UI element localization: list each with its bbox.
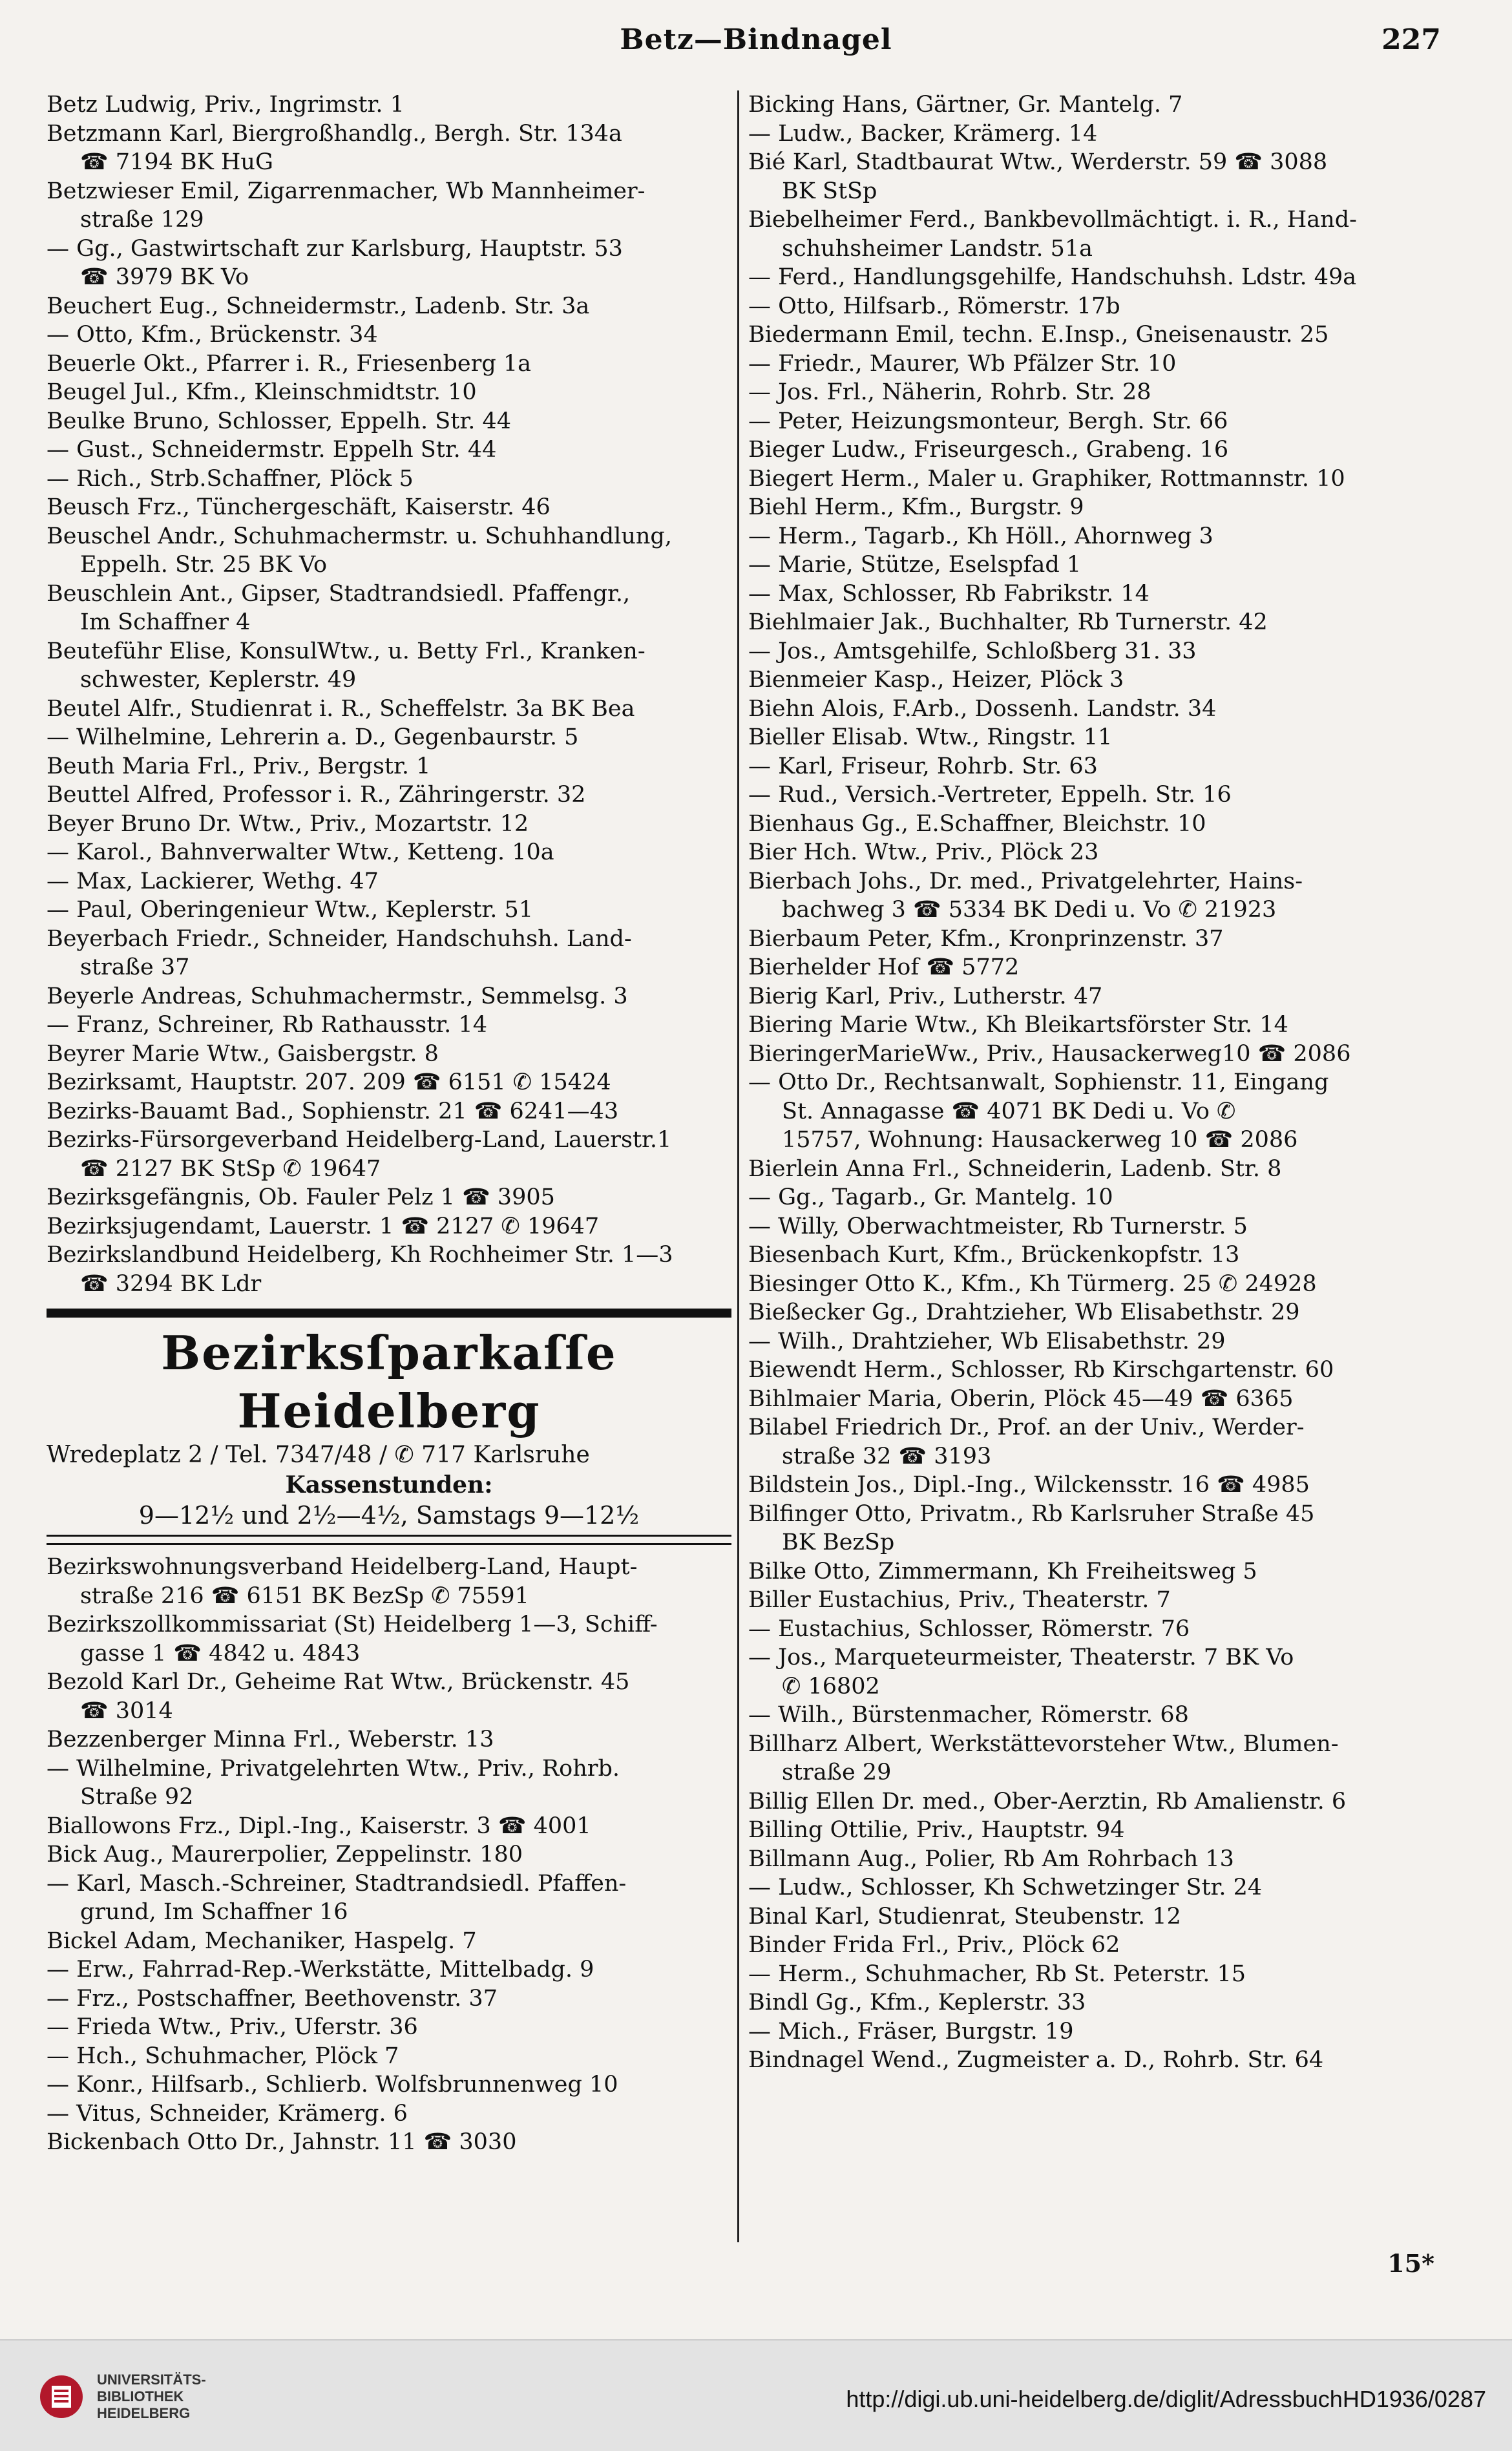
running-head: Betz—Bindnagel [620, 23, 892, 56]
entry-continuation: schuhsheimer Landstr. 51a [782, 235, 1093, 262]
directory-entry [748, 378, 1478, 407]
directory-entry [47, 292, 731, 321]
directory-entry [748, 436, 1478, 465]
entry-continuation: ☎ 3294 BK Ldr [80, 1270, 262, 1297]
entry-continuation: straße 129 [80, 207, 204, 233]
entry-text: Biehl Herm., Kfm., Burgstr. 9 [748, 494, 1084, 520]
entry-text: — Rud., Versich.-Vertreter, Eppelh. Str. 16 [748, 782, 1232, 808]
directory-entry [748, 608, 1478, 637]
entry-continuation: ☎ 3014 [80, 1698, 173, 1724]
entry-text: Beyer Bruno Dr. Wtw., Priv., Mozartstr. 12 [47, 810, 529, 837]
directory-entry [748, 1471, 1478, 1500]
directory-entry [47, 723, 731, 752]
entry-text: Bezirksgefängnis, Ob. Fauler Pelz 1 ☎ 3905 [47, 1184, 555, 1210]
entry-text: Billmann Aug., Polier, Rb Am Rohrbach 13 [748, 1846, 1234, 1872]
directory-entry [47, 465, 731, 494]
entry-text: Biering Marie Wtw., Kh Bleikartsförster Str. 14 [748, 1012, 1288, 1038]
directory-entry [748, 1643, 1478, 1701]
entry-text: — Wilh., Drahtzieher, Wb Elisabethstr. 29 [748, 1328, 1226, 1354]
entry-text: — Franz, Schreiner, Rb Rathausstr. 14 [47, 1012, 487, 1038]
entry-text: Beugel Jul., Kfm., Kleinschmidtstr. 10 [47, 379, 477, 405]
entry-text: — Herm., Tagarb., Kh Höll., Ahornweg 3 [748, 523, 1213, 549]
entry-text: — Ludw., Schlosser, Kh Schwetzinger Str. 24 [748, 1875, 1263, 1900]
entry-continuation: Im Schaffner 4 [80, 609, 251, 635]
entry-text: — Karol., Bahnverwalter Wtw., Ketteng. 10a [47, 839, 554, 865]
directory-entry [47, 2128, 731, 2157]
entry-text: Biehn Alois, F.Arb., Dossenh. Landstr. 34 [748, 695, 1217, 722]
library-name-line-3: HEIDELBERG [97, 2405, 191, 2421]
directory-entry [47, 1610, 731, 1668]
directory-entry [47, 235, 731, 292]
entry-text: — Willy, Oberwachtmeister, Rb Turnerstr. 5 [748, 1213, 1248, 1239]
entry-text: Bezirksamt, Hauptstr. 207. 209 ☎ 6151 ✆ 15424 [47, 1069, 611, 1095]
directory-entry [47, 1241, 731, 1298]
entry-text: — Frieda Wtw., Priv., Uferstr. 36 [47, 2014, 418, 2040]
directory-entry [748, 1155, 1478, 1184]
directory-entry [748, 407, 1478, 436]
entry-continuation: ☎ 3979 BK Vo [80, 264, 249, 290]
directory-entry [748, 1241, 1478, 1270]
entry-text: Bierlein Anna Frl., Schneiderin, Ladenb. Str. 8 [748, 1155, 1282, 1182]
entry-text: Bier Hch. Wtw., Priv., Plöck 23 [748, 839, 1099, 865]
directory-entry [748, 1183, 1478, 1212]
entry-text: — Friedr., Maurer, Wb Pfälzer Str. 10 [748, 350, 1177, 377]
directory-entry [748, 551, 1478, 580]
directory-entry [47, 838, 731, 867]
entry-text: — Karl, Friseur, Rohrb. Str. 63 [748, 753, 1098, 779]
directory-entry [748, 1988, 1478, 2017]
entry-text: Beulke Bruno, Schlosser, Eppelh. Str. 44 [47, 408, 512, 434]
right-entry-list [748, 90, 1478, 2075]
directory-entry [748, 1298, 1478, 1327]
entry-text: Beuttel Alfred, Professor i. R., Zähringerstr. 32 [47, 782, 586, 808]
entry-text: Beuschlein Ant., Gipser, Stadtrandsiedl. Pfaffengr., [47, 580, 631, 607]
entry-text: — Paul, Oberingenieur Wtw., Keplerstr. 51 [47, 897, 534, 923]
entry-text: Billig Ellen Dr. med., Ober-Aerztin, Rb Amalienstr. 6 [748, 1788, 1347, 1815]
directory-entry [748, 1873, 1478, 1902]
directory-entry [748, 867, 1478, 925]
directory-entry [748, 1586, 1478, 1615]
library-name-line-1: UNIVERSITÄTS- [97, 2372, 206, 2388]
directory-entry [748, 580, 1478, 609]
directory-entry [748, 723, 1478, 752]
directory-entry [748, 1701, 1478, 1730]
entry-text: — Eustachius, Schlosser, Römerstr. 76 [748, 1615, 1190, 1642]
entry-text: Bierhelder Hof ☎ 5772 [748, 954, 1020, 980]
directory-entry [47, 522, 731, 580]
directory-entry [748, 1212, 1478, 1241]
entry-text: — Karl, Masch.-Schreiner, Stadtrandsiedl. Pfaffen- [47, 1870, 627, 1897]
directory-entry [47, 2070, 731, 2099]
directory-entry [47, 1040, 731, 1069]
entry-text: Binder Frida Frl., Priv., Plöck 62 [748, 1932, 1120, 1958]
directory-entry [748, 1011, 1478, 1040]
entry-continuation: straße 32 ☎ 3193 [782, 1443, 992, 1469]
directory-entry [748, 1730, 1478, 1787]
library-name-line-2: BIBLIOTHEK [97, 2388, 184, 2404]
entry-text: — Wilh., Bürstenmacher, Römerstr. 68 [748, 1702, 1189, 1728]
entry-text: Betz Ludwig, Priv., Ingrimstr. 1 [47, 92, 404, 118]
directory-entry [47, 1812, 731, 1841]
entry-continuation: straße 37 [80, 954, 190, 980]
directory-entry [748, 148, 1478, 205]
entry-text: Beyrer Marie Wtw., Gaisbergstr. 8 [47, 1040, 439, 1067]
directory-entry [47, 637, 731, 695]
entry-text: Betzwieser Emil, Zigarrenmacher, Wb Mannheimer- [47, 178, 646, 204]
entry-text: — Otto Dr., Rechtsanwalt, Sophienstr. 11, Eingang [748, 1069, 1329, 1095]
entry-text: Biesinger Otto K., Kfm., Kh Türmerg. 25 ✆ 24928 [748, 1270, 1317, 1297]
entry-text: — Otto, Kfm., Brückenstr. 34 [47, 322, 378, 348]
directory-entry [47, 177, 731, 235]
entry-text: — Max, Lackierer, Wethg. 47 [47, 868, 379, 894]
entry-continuation: ☎ 2127 BK StSp ✆ 19647 [80, 1155, 381, 1182]
entry-continuation: schwester, Keplerstr. 49 [80, 667, 357, 693]
directory-entry [47, 1754, 731, 1812]
entry-continuation: grund, Im Schaffner 16 [80, 1899, 348, 1925]
directory-entry [748, 90, 1478, 120]
left-entry-list-2 [47, 1553, 731, 2157]
directory-entry [748, 292, 1478, 321]
entry-continuation: straße 216 ☎ 6151 BK BezSp ✆ 75591 [80, 1583, 529, 1609]
entry-text: — Otto, Hilfsarb., Römerstr. 17b [748, 293, 1120, 319]
column-divider [737, 90, 739, 2242]
entry-text: Bildstein Jos., Dipl.-Ing., Wilckensstr. 16 ☎ 4985 [748, 1472, 1310, 1498]
entry-text: Bicking Hans, Gärtner, Gr. Mantelg. 7 [748, 92, 1183, 118]
entry-text: Biebelheimer Ferd., Bankbevollmächtigt. i. R., Hand- [748, 207, 1357, 233]
entry-continuation: ☎ 7194 BK HuG [80, 149, 273, 175]
directory-entry [47, 1097, 731, 1126]
entry-text: Bihlmaier Maria, Oberin, Plöck 45—49 ☎ 6365 [748, 1385, 1294, 1412]
entry-continuation: St. Annagasse ☎ 4071 BK Dedi u. Vo ✆ [782, 1098, 1236, 1124]
directory-entry [47, 2042, 731, 2071]
entry-text: Bindl Gg., Kfm., Keplerstr. 33 [748, 1990, 1086, 2015]
ad-address-line: Wredeplatz 2 / Tel. 7347/48 / ✆ 717 Karlsruhe [47, 1442, 590, 1468]
directory-entry [748, 637, 1478, 666]
directory-entry [47, 350, 731, 379]
entry-text: Bienhaus Gg., E.Schaffner, Bleichstr. 10 [748, 810, 1206, 837]
entry-continuation: Eppelh. Str. 25 BK Vo [80, 552, 328, 578]
entry-text: Bießecker Gg., Drahtzieher, Wb Elisabethstr. 29 [748, 1299, 1300, 1325]
entry-text: Beusch Frz., Tünchergeschäft, Kaiserstr. 46 [47, 494, 551, 520]
page-header [52, 18, 1460, 63]
left-column [47, 90, 731, 2157]
directory-entry [47, 1668, 731, 1725]
entry-text: Bickenbach Otto Dr., Jahnstr. 11 ☎ 3030 [47, 2129, 517, 2155]
directory-entry [47, 810, 731, 839]
directory-entry [47, 1955, 731, 1984]
entry-text: — Hch., Schuhmacher, Plöck 7 [47, 2043, 399, 2069]
directory-entry [47, 2013, 731, 2042]
directory-entry [47, 1984, 731, 2014]
directory-entry [748, 982, 1478, 1011]
entry-text: Beuerle Okt., Pfarrer i. R., Friesenberg 1a [47, 350, 532, 377]
entry-text: — Jos., Amtsgehilfe, Schloßberg 31. 33 [748, 638, 1197, 664]
entry-text: — Jos., Marqueteurmeister, Theaterstr. 7 BK Vo [748, 1645, 1294, 1670]
directory-entry [47, 120, 731, 177]
directory-entry [748, 1327, 1478, 1356]
directory-entry [748, 1931, 1478, 1960]
directory-entry [47, 1126, 731, 1183]
entry-text: Biesenbach Kurt, Kfm., Brückenkopfstr. 13 [748, 1242, 1240, 1268]
entry-text: — Jos. Frl., Näherin, Rohrb. Str. 28 [748, 379, 1151, 405]
entry-text: Bick Aug., Maurerpolier, Zeppelinstr. 180 [47, 1842, 523, 1867]
entry-text: — Rich., Strb.Schaffner, Plöck 5 [47, 465, 414, 492]
entry-continuation: BK StSp [782, 178, 877, 204]
entry-text: Bezold Karl Dr., Geheime Rat Wtw., Brückenstr. 45 [47, 1669, 630, 1695]
entry-text: Biehlmaier Jak., Buchhalter, Rb Turnerstr. 42 [748, 609, 1268, 635]
directory-entry [47, 407, 731, 436]
directory-entry [748, 1040, 1478, 1069]
entry-text: Biewendt Herm., Schlosser, Rb Kirschgartenstr. 60 [748, 1357, 1334, 1383]
directory-entry [748, 1356, 1478, 1385]
entry-text: — Herm., Schuhmacher, Rb St. Peterstr. 15 [748, 1961, 1246, 1987]
entry-text: Binal Karl, Studienrat, Steubenstr. 12 [748, 1903, 1181, 1930]
entry-text: Bezirks-Fürsorgeverband Heidelberg-Land, Lauerstr.1 [47, 1127, 672, 1153]
entry-text: — Max, Schlosser, Rb Fabrikstr. 14 [748, 580, 1150, 607]
directory-entry [748, 1557, 1478, 1586]
directory-entry [748, 810, 1478, 839]
ad-subtitle: Kassenstunden: [285, 1471, 493, 1499]
signature-mark: 15* [1387, 2249, 1434, 2278]
entry-text: — Konr., Hilfsarb., Schlierb. Wolfsbrunnenweg 10 [47, 2072, 618, 2098]
directory-entry [47, 90, 731, 120]
directory-entry [47, 752, 731, 781]
entry-text: Bezzenberger Minna Frl., Weberstr. 13 [47, 1727, 494, 1752]
directory-entry [748, 1960, 1478, 1989]
directory-entry [748, 120, 1478, 149]
entry-text: Bilfinger Otto, Privatm., Rb Karlsruher Straße 45 [748, 1500, 1315, 1527]
directory-entry [47, 1068, 731, 1097]
directory-entry [748, 695, 1478, 724]
ad-title: Bezirksſparkaſſe Heidelberg [161, 1325, 617, 1438]
directory-entry [748, 1787, 1478, 1816]
entry-text: Beyerbach Friedr., Schneider, Handschuhsh. Land- [47, 925, 632, 952]
entry-text: Bezirkswohnungsverband Heidelberg-Land, Haupt- [47, 1554, 638, 1580]
directory-entry [748, 953, 1478, 982]
entry-text: Billing Ottilie, Priv., Hauptstr. 94 [748, 1817, 1125, 1843]
entry-text: Betzmann Karl, Biergroßhandlg., Bergh. Str. 134a [47, 120, 622, 147]
directory-entry [47, 493, 731, 522]
entry-text: Bierbach Johs., Dr. med., Privatgelehrter, Hains- [748, 868, 1303, 894]
directory-entry [47, 378, 731, 407]
entry-continuation: 15757, Wohnung: Hausackerweg 10 ☎ 2086 [782, 1127, 1298, 1153]
directory-entry [748, 1270, 1478, 1299]
entry-text: Bindnagel Wend., Zugmeister a. D., Rohrb. Str. 64 [748, 2047, 1324, 2073]
entry-continuation: gasse 1 ☎ 4842 u. 4843 [80, 1640, 361, 1667]
entry-text: Bezirkslandbund Heidelberg, Kh Rochheimer Str. 1—3 [47, 1242, 673, 1268]
entry-text: — Erw., Fahrrad-Rep.-Werkstätte, Mittelbadg. 9 [47, 1957, 594, 1983]
directory-entry [748, 2046, 1478, 2075]
entry-text: — Peter, Heizungsmonteur, Bergh. Str. 66 [748, 408, 1228, 434]
entry-text: Bezirks-Bauamt Bad., Sophienstr. 21 ☎ 6241—43 [47, 1098, 619, 1124]
entry-text: Bierbaum Peter, Kfm., Kronprinzenstr. 37 [748, 925, 1224, 952]
directory-entry [47, 1927, 731, 1956]
directory-entry [748, 2017, 1478, 2046]
directory-entry [47, 1869, 731, 1927]
entry-text: Bilke Otto, Zimmermann, Kh Freiheitsweg 5 [748, 1558, 1257, 1584]
entry-text: — Gg., Tagarb., Gr. Mantelg. 10 [748, 1184, 1113, 1210]
directory-entry [47, 982, 731, 1011]
directory-entry [47, 580, 731, 637]
entry-text: Beyerle Andreas, Schuhmachermstr., Semmelsg. 3 [47, 983, 628, 1009]
right-column [748, 90, 1478, 2075]
directory-entry [748, 838, 1478, 867]
directory-entry [748, 1845, 1478, 1874]
entry-text: Bieger Ludw., Friseurgesch., Grabeng. 16 [748, 437, 1229, 463]
directory-entry [748, 1385, 1478, 1414]
entry-text: — Vitus, Schneider, Krämerg. 6 [47, 2100, 408, 2127]
page-number: 227 [1381, 23, 1441, 56]
directory-entry [748, 1615, 1478, 1644]
entry-continuation: Straße 92 [80, 1784, 194, 1810]
entry-text: Beuschel Andr., Schuhmachermstr. u. Schuhhandlung, [47, 523, 672, 549]
entry-text: — Ferd., Handlungsgehilfe, Handschuhsh. Ldstr. 49a [748, 264, 1357, 290]
entry-text: Biedermann Emil, techn. E.Insp., Gneisenaustr. 25 [748, 322, 1329, 348]
ad-hours: 9—12½ und 2½—4½, Samstags 9—12½ [138, 1501, 640, 1530]
directory-entry [47, 695, 731, 724]
directory-entry [748, 263, 1478, 292]
entry-text: — Mich., Fräser, Burgstr. 19 [748, 2018, 1074, 2045]
entry-text: — Wilhelmine, Lehrerin a. D., Gegenbaurstr. 5 [47, 724, 579, 750]
entry-text: — Marie, Stütze, Eselspfad 1 [748, 552, 1082, 578]
entry-text: Biegert Herm., Maler u. Graphiker, Rottmannstr. 10 [748, 465, 1345, 492]
directory-entry [748, 1126, 1478, 1155]
directory-entry [47, 436, 731, 465]
entry-text: — Gust., Schneidermstr. Eppelh Str. 44 [47, 437, 497, 463]
entry-continuation: straße 29 [782, 1760, 892, 1785]
entry-text: Bezirkszollkommissariat (St) Heidelberg 1—3, Schiff- [47, 1612, 658, 1637]
entry-text: Billharz Albert, Werkstättevorsteher Wtw., Blumen- [748, 1730, 1339, 1757]
sparkasse-advertisement [47, 1309, 731, 1537]
entry-text: Beutel Alfr., Studienrat i. R., Scheffelstr. 3a BK Bea [47, 695, 635, 722]
directory-entry [748, 1413, 1478, 1471]
entry-text: — Gg., Gastwirtschaft zur Karlsburg, Hauptstr. 53 [47, 235, 623, 262]
directory-entry [748, 522, 1478, 551]
directory-entry [47, 1553, 731, 1610]
entry-text: Beuteführ Elise, KonsulWtw., u. Betty Frl., Kranken- [47, 638, 646, 664]
entry-text: Bienmeier Kasp., Heizer, Plöck 3 [748, 667, 1124, 693]
entry-text: Biller Eustachius, Priv., Theaterstr. 7 [748, 1587, 1171, 1613]
directory-entry [47, 781, 731, 810]
directory-entry [748, 1068, 1478, 1126]
directory-entry [748, 493, 1478, 522]
entry-continuation: bachweg 3 ☎ 5334 BK Dedi u. Vo ✆ 21923 [782, 897, 1277, 923]
entry-text: — Frz., Postschaffner, Beethovenstr. 37 [47, 1985, 498, 2012]
directory-entry [47, 1011, 731, 1040]
directory-entry [47, 1725, 731, 1754]
directory-entry [748, 925, 1478, 954]
entry-text: Beuchert Eug., Schneidermstr., Ladenb. Str. 3a [47, 293, 590, 319]
directory-entry [748, 1500, 1478, 1557]
entry-text: Beuth Maria Frl., Priv., Bergstr. 1 [47, 753, 431, 779]
directory-entry [47, 321, 731, 350]
directory-entry [47, 2099, 731, 2129]
directory-entry [47, 1183, 731, 1212]
directory-entry [47, 925, 731, 982]
entry-text: BieringerMarieWw., Priv., Hausackerweg10 ☎ 2086 [748, 1040, 1351, 1067]
directory-entry [748, 465, 1478, 494]
directory-entry [47, 1840, 731, 1869]
entry-text: Bezirksjugendamt, Lauerstr. 1 ☎ 2127 ✆ 19647 [47, 1213, 600, 1239]
directory-entry [748, 321, 1478, 350]
entry-text: — Ludw., Backer, Krämerg. 14 [748, 120, 1098, 147]
entry-text: Biallowons Frz., Dipl.-Ing., Kaiserstr. 3 ☎ 4001 [47, 1813, 591, 1839]
directory-entry [47, 1212, 731, 1241]
entry-continuation: BK BezSp [782, 1530, 895, 1555]
directory-entry [47, 867, 731, 896]
directory-entry [748, 781, 1478, 810]
directory-entry [748, 752, 1478, 781]
library-logo-icon [39, 2374, 84, 2419]
entry-text: Bierig Karl, Priv., Lutherstr. 47 [748, 983, 1103, 1009]
directory-entry [748, 666, 1478, 695]
directory-entry [748, 350, 1478, 379]
entry-text: Bié Karl, Stadtbaurat Wtw., Werderstr. 59 ☎ 3088 [748, 149, 1328, 175]
directory-entry [47, 896, 731, 925]
directory-entry [748, 205, 1478, 263]
source-url-link[interactable]: http://digi.ub.uni-heidelberg.de/diglit/AdressbuchHD1936/0287 [846, 2386, 1486, 2412]
library-footer-bar [0, 2339, 1512, 2451]
entry-text: Bickel Adam, Mechaniker, Haspelg. 7 [47, 1928, 477, 1954]
entry-continuation: ✆ 16802 [782, 1673, 880, 1699]
directory-entry [748, 1816, 1478, 1845]
left-entry-list [47, 90, 731, 1298]
ad-rule [47, 1543, 731, 1545]
entry-text: Bilabel Friedrich Dr., Prof. an der Univ., Werder- [748, 1415, 1305, 1440]
library-name [97, 2372, 206, 2422]
directory-entry [748, 1902, 1478, 1931]
entry-text: Bieller Elisab. Wtw., Ringstr. 11 [748, 724, 1113, 750]
entry-text: — Wilhelmine, Privatgelehrten Wtw., Priv., Rohrb. [47, 1755, 620, 1782]
